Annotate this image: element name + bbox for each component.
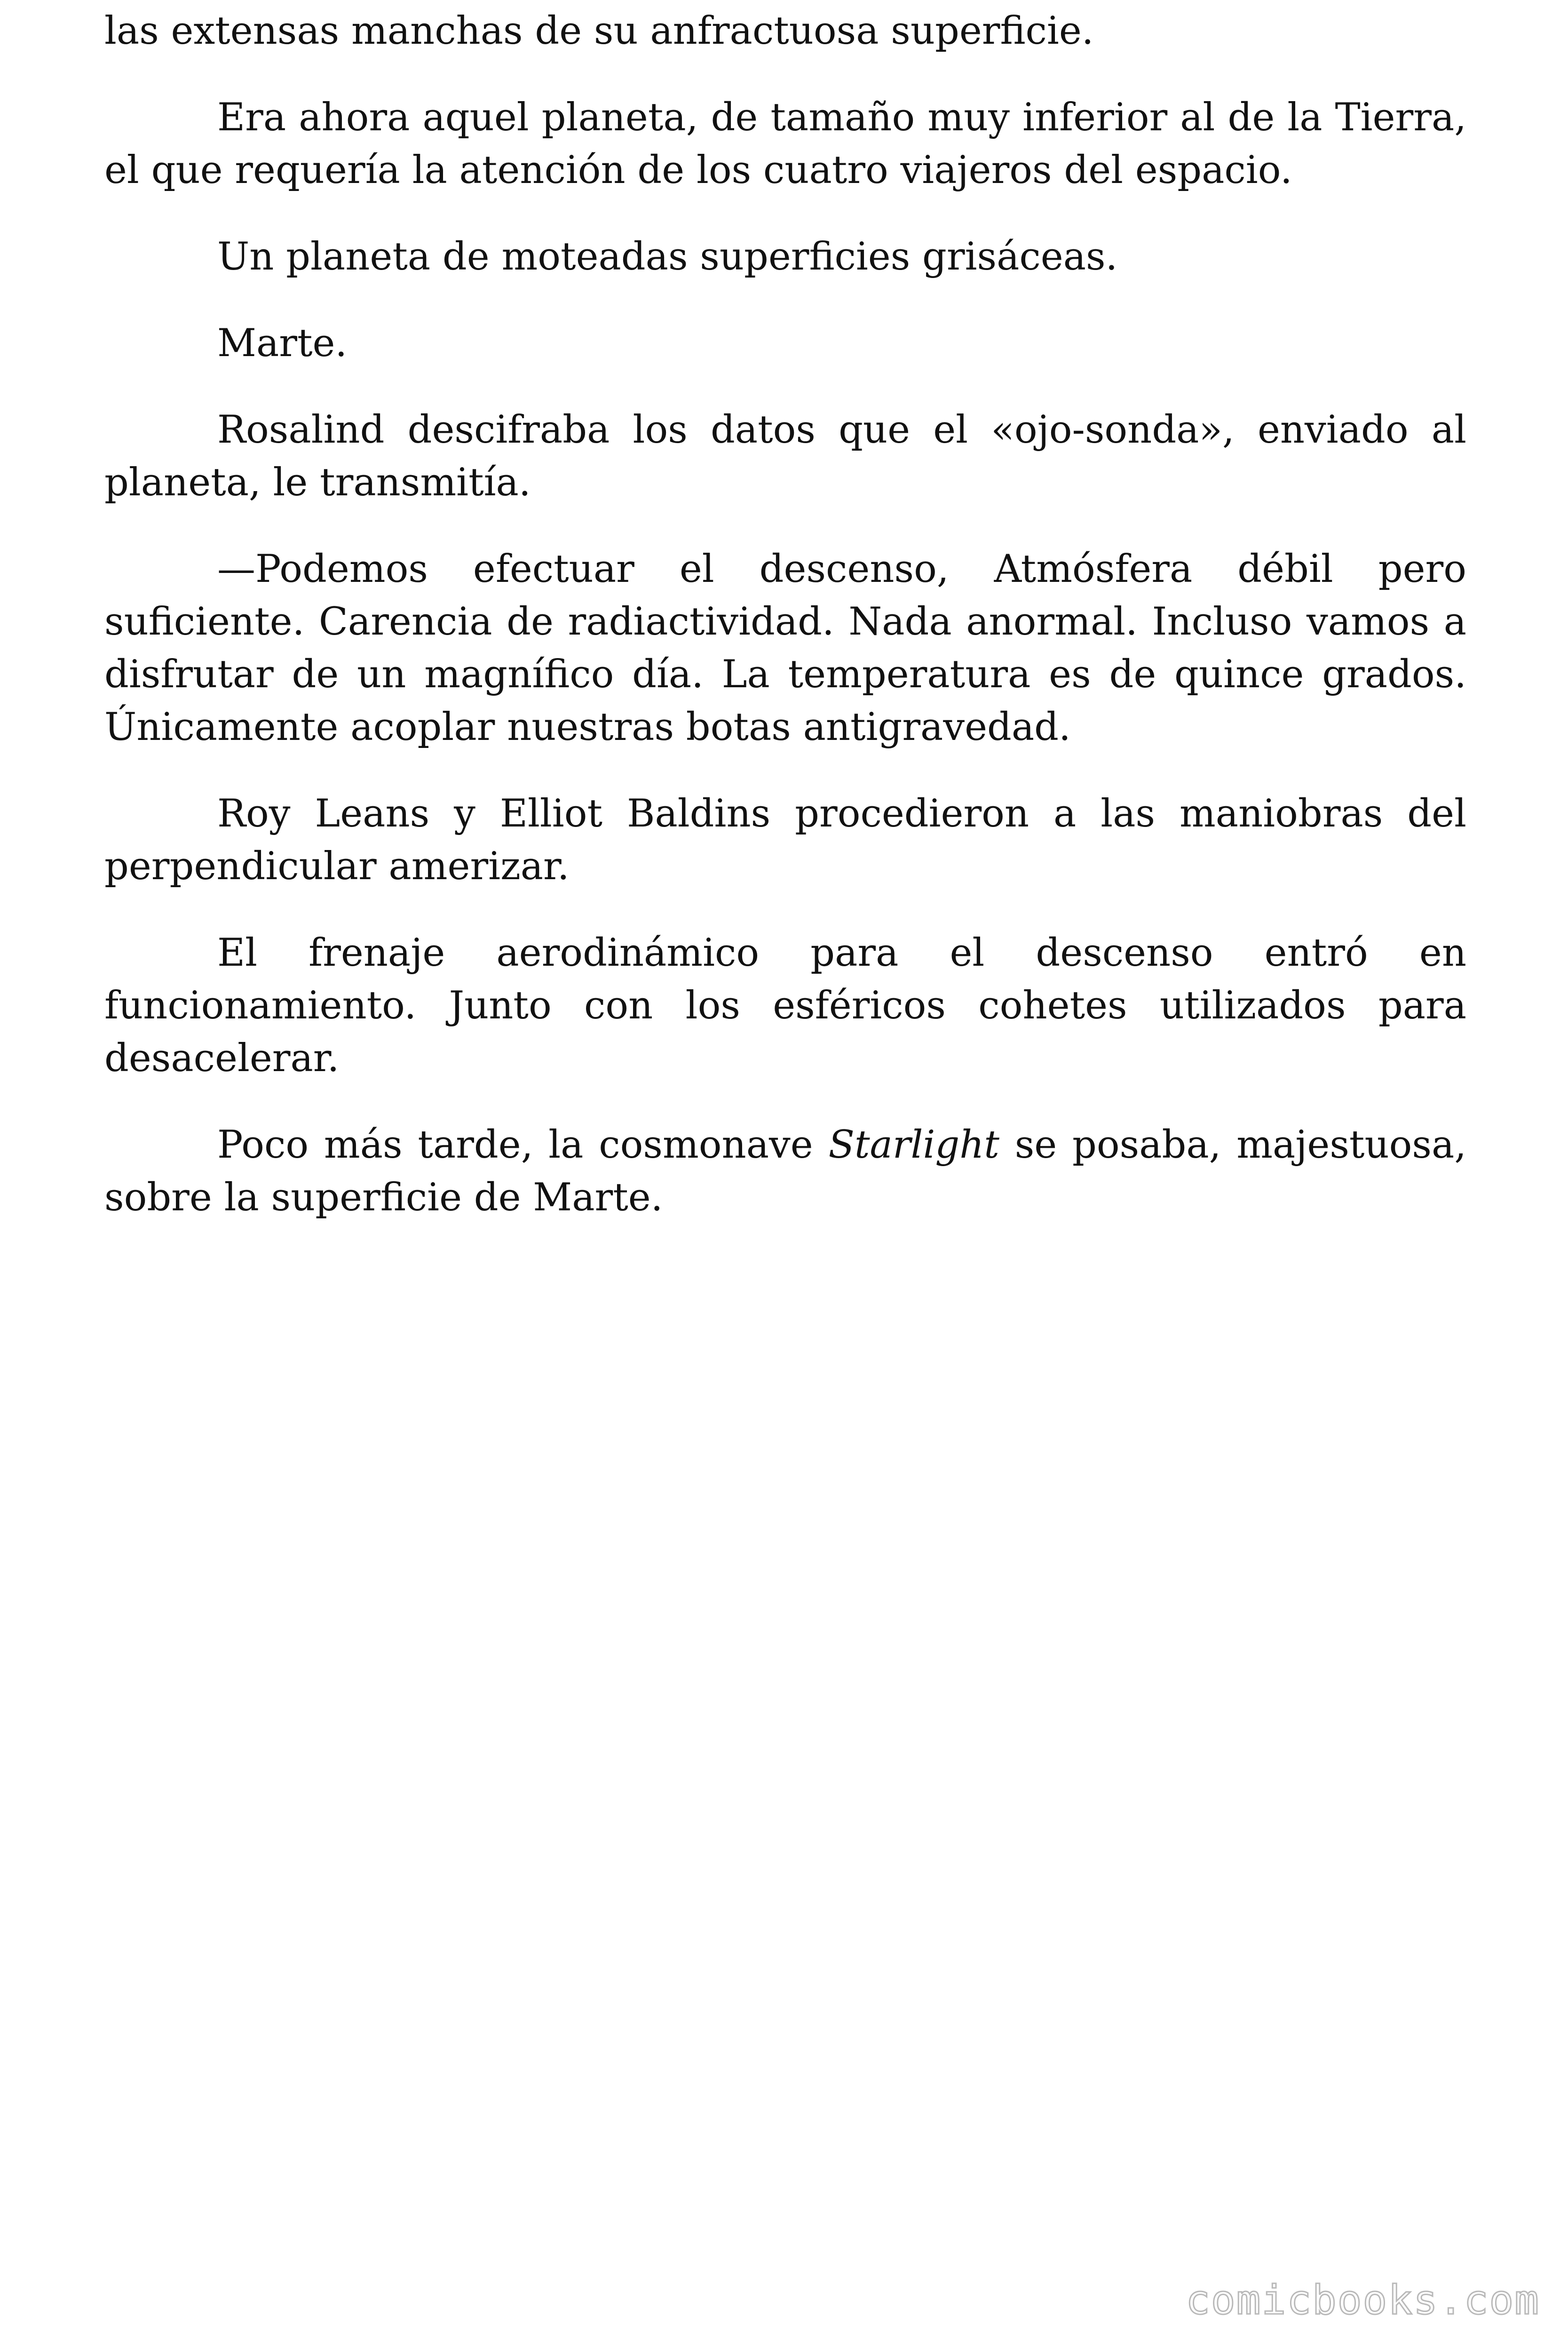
paragraph-text-after: se posaba, majestuosa, sobre la superficie de Marte. [104, 1123, 1467, 1220]
paragraph: Un planeta de moteadas superficies grisáceas. [217, 235, 1118, 279]
paragraph-text-before: Poco más tarde, la cosmonave [217, 1123, 829, 1167]
paragraph: Roy Leans y Elliot Baldins procedieron a las maniobras del perpendicular amerizar. [104, 792, 1466, 889]
paragraph: Rosalind descifraba los datos que el «ojo-sonda», enviado al planeta, le transmitía. [104, 408, 1466, 505]
dialogue-paragraph: —Podemos efectuar el descenso, Atmósfera débil pero suficiente. Carencia de radiactividad. Nada anormal. Incluso vamos a disfrutar de un magnífico día. La temperatura es de quince grados. Únicamente acoplar nuestras botas antigravedad. [104, 547, 1466, 749]
watermark: comicbooks.com [1186, 2277, 1540, 2324]
paragraph: El frenaje aerodinámico para el descenso entró en funcionamiento. Junto con los esféricos cohetes utilizados para desacelerar. [104, 931, 1466, 1081]
paragraph: Era ahora aquel planeta, de tamaño muy inferior al de la Tierra, el que requería la atención de los cuatro viajeros del espacio. [104, 95, 1466, 192]
body-text [104, 5, 1466, 1258]
ship-name: Starlight [828, 1123, 999, 1167]
paragraph: Marte. [217, 321, 348, 366]
paragraph: las extensas manchas de su anfractuosa superficie. [104, 9, 1094, 53]
paragraph-with-italic [104, 1119, 1466, 1224]
